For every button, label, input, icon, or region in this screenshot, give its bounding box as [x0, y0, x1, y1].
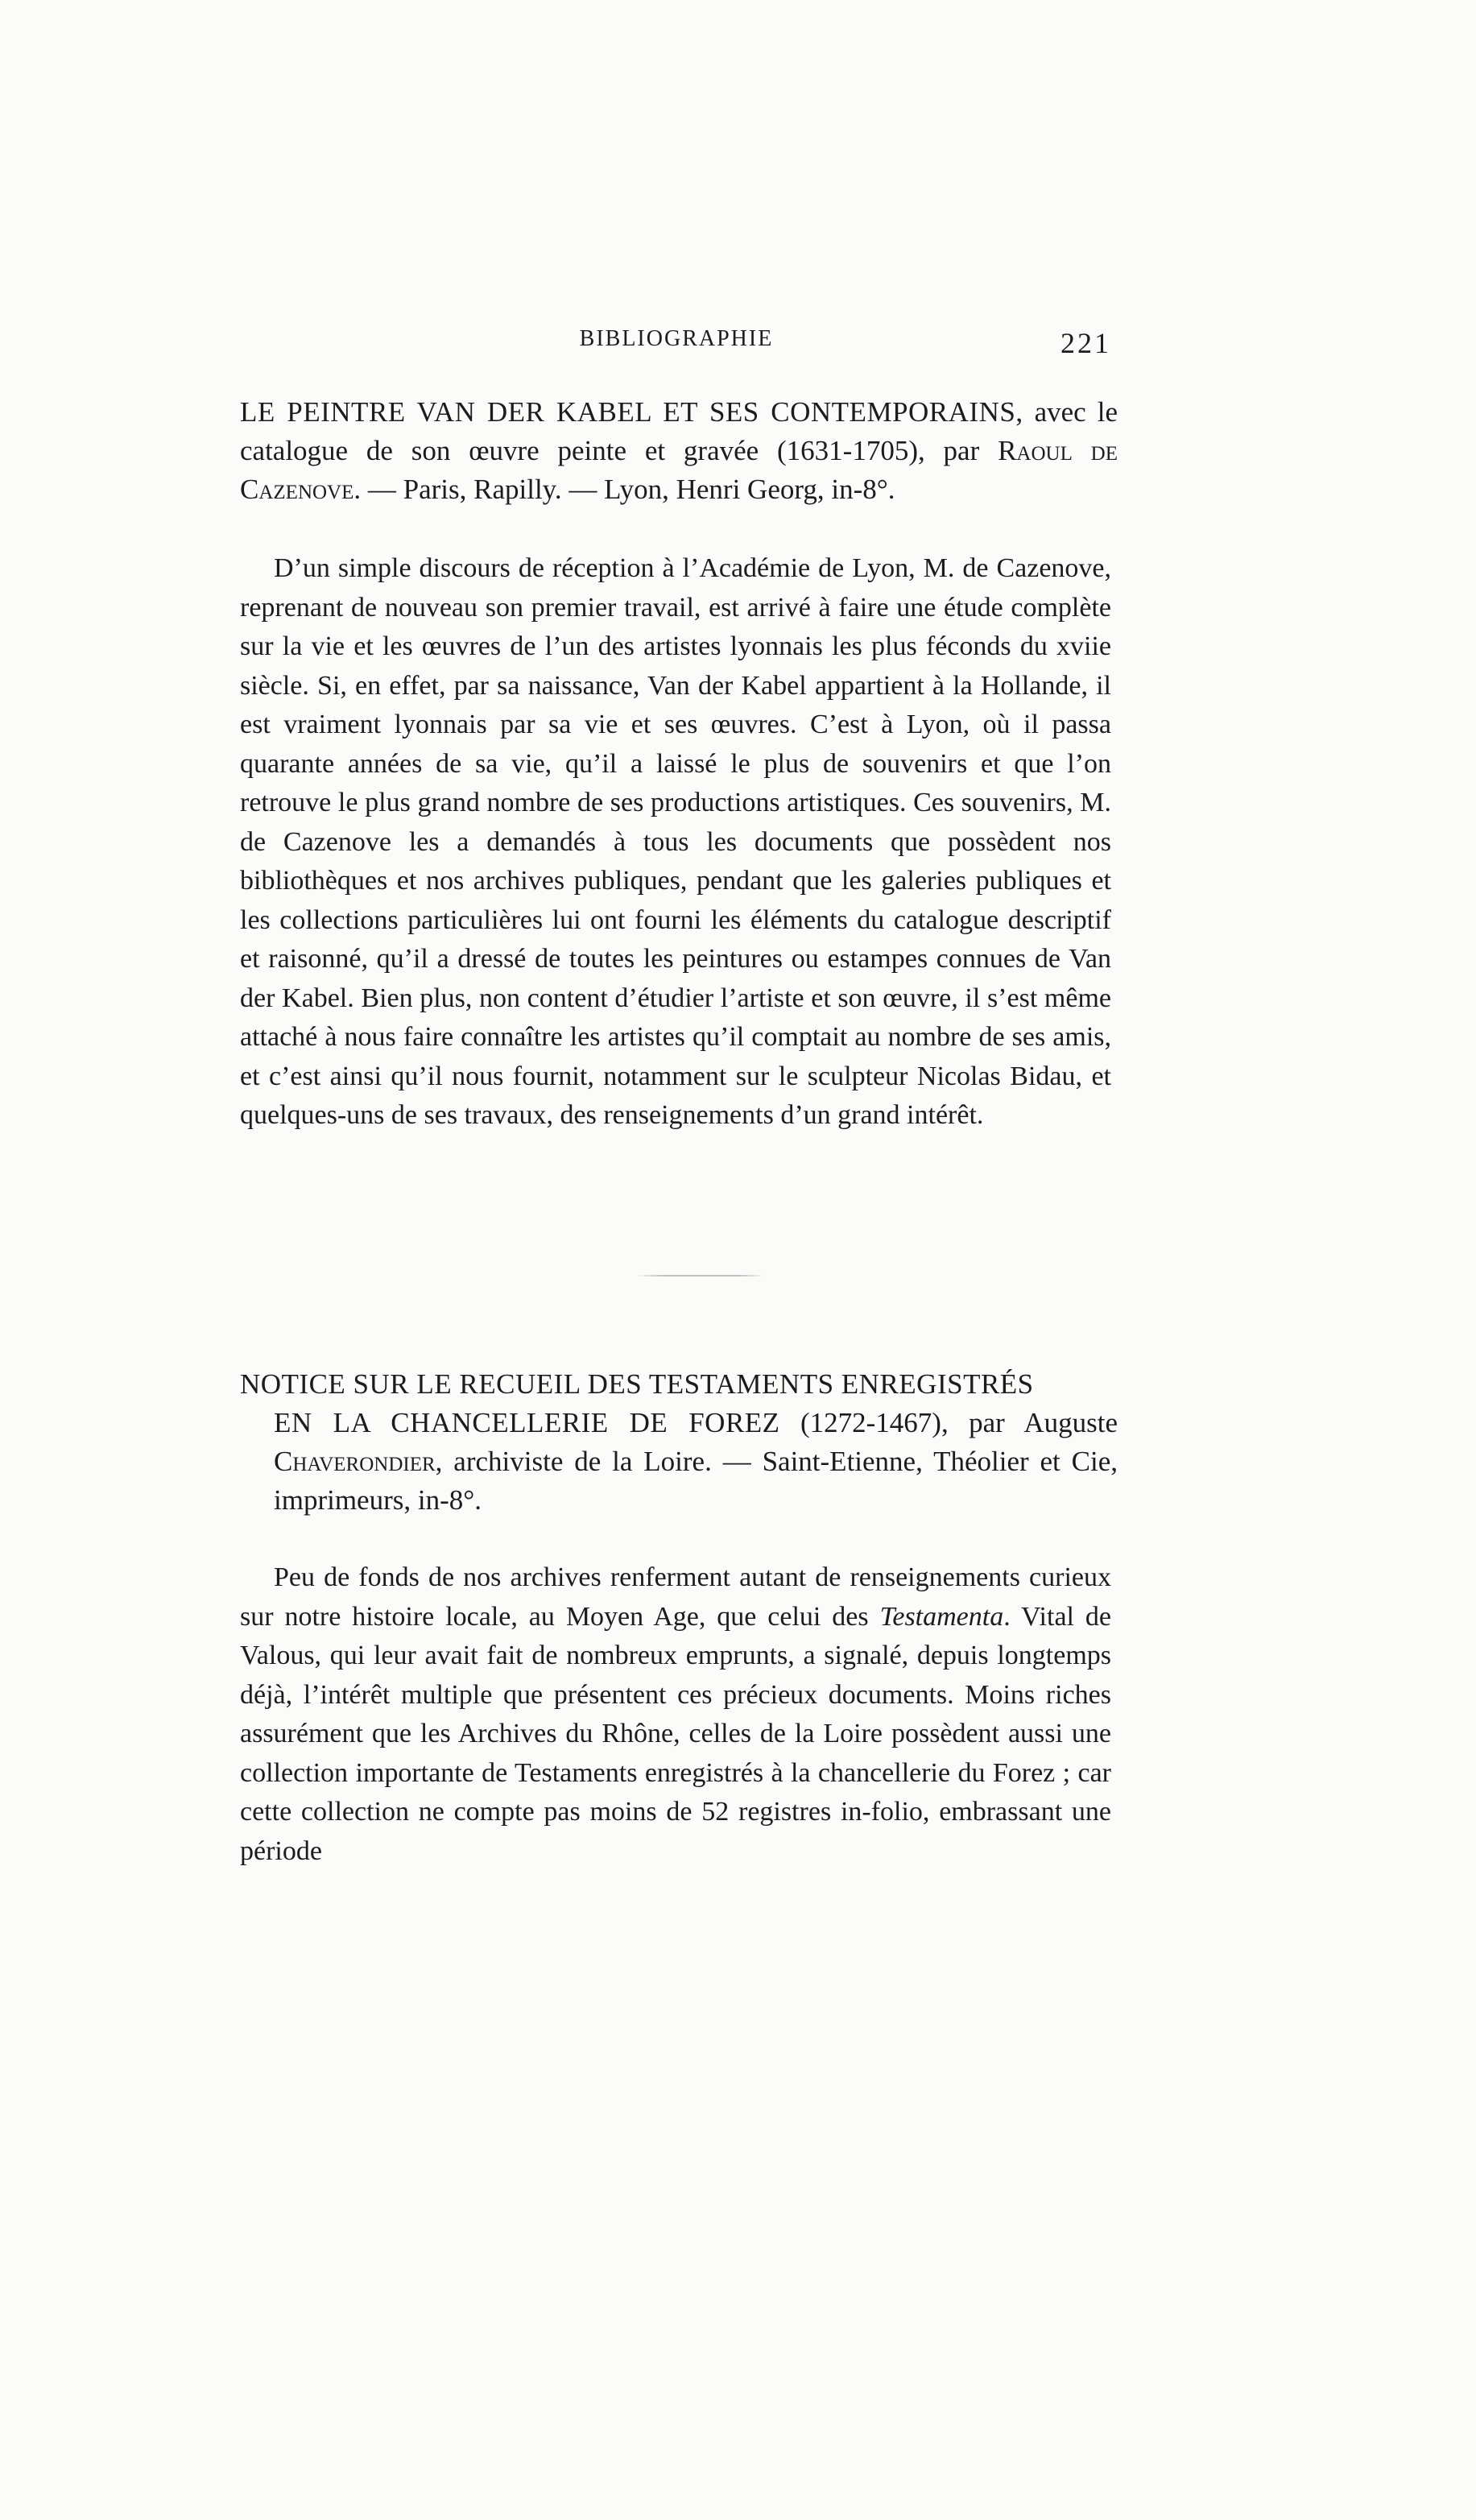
- entry-2-title-cont: EN LA CHANCELLERIE DE FOREZ: [274, 1407, 780, 1438]
- entry-1-publisher: — Paris, Rapilly. — Lyon, Henri Georg, in-8°.: [361, 474, 895, 505]
- running-head: [242, 326, 1111, 366]
- page-number: 221: [1060, 327, 1111, 359]
- section-divider: [636, 1275, 765, 1277]
- entry-2-publisher: archiviste de la Loire. — Saint-Etienne, Théolier et Cie, imprimeurs, in-8°.: [274, 1446, 1118, 1516]
- entry-1-heading: [240, 393, 1118, 509]
- entry-2-body-italic: Testamenta: [879, 1601, 1004, 1632]
- entry-1-continuation: avec le catalogue de son œuvre peinte et gravée (1631-1705), par: [240, 396, 1118, 466]
- entry-1-author: Raoul de Cazenove.: [240, 435, 1118, 505]
- running-title: BIBLIOGRAPHIE: [579, 326, 774, 351]
- entry-2-continuation: (1272-1467), par Auguste: [779, 1407, 1118, 1438]
- entry-2-body: [240, 1558, 1111, 1871]
- entry-2-body-start: Peu de fonds de nos archives renferment autant de renseignements curieux sur notre histoire locale, au Moyen Age, que celui des: [240, 1562, 1111, 1632]
- entry-1-body: [240, 549, 1111, 1136]
- entry-1-paragraph: D’un simple discours de réception à l’Académie de Lyon, M. de Cazenove, reprenant de nouveau son premier travail, est arrivé à faire une étude complète sur la vie et les œuvres de l’un des artistes lyonnais les plus féconds du xviie siècle. Si, en effet, par sa naissance, Van der Kabel appartient à la Hollande, il est vraiment lyonnais par sa vie et ses œuvres. C’est à Lyon, où il passa quarante années de sa vie, qu’il a laissé le plus de souvenirs et que l’on retrouve le plus grand nombre de ses productions artistiques. Ces souvenirs, M. de Cazenove les a demandés à tous les documents que possèdent nos bibliothèques et nos archives publiques, pendant que les galeries publiques et les collections particulières lui ont fourni les éléments du catalogue descriptif et raisonné, qu’il a dressé de toutes les peintures ou estampes connues de Van der Kabel. Bien plus, non content d’étudier l’artiste et son œuvre, il s’est même attaché à nous faire connaître les artistes qu’il comptait au nombre de ses amis, et c’est ainsi qu’il nous fournit, notamment sur le sculpteur Nicolas Bidau, et quelques-uns de ses travaux, des renseignements d’un grand intérêt.: [240, 553, 1111, 1130]
- entry-2-paragraph: [240, 1558, 1111, 1871]
- entry-2-body-end: . Vital de Valous, qui leur avait fait de nombreux emprunts, a signalé, depuis longtemps déjà, l’intérêt multiple que présentent ces précieux documents. Moins riches assurément que les Archives du Rhône, celles de la Loire possèdent aussi une collection importante de Testaments enregistrés à la chancellerie du Forez ; car cette collection ne compte pas moins de 52 registres in-folio, embrassant une période: [240, 1601, 1112, 1866]
- entry-2-heading-cont: [240, 1404, 1118, 1520]
- entry-2-author: Chaverondier,: [274, 1446, 443, 1477]
- entry-2-heading: [240, 1365, 1118, 1520]
- entry-1-title: LE PEINTRE VAN DER KABEL ET SES CONTEMPORAINS,: [240, 396, 1023, 428]
- entry-2-title: NOTICE SUR LE RECUEIL DES TESTAMENTS ENREGISTRÉS: [240, 1368, 1034, 1400]
